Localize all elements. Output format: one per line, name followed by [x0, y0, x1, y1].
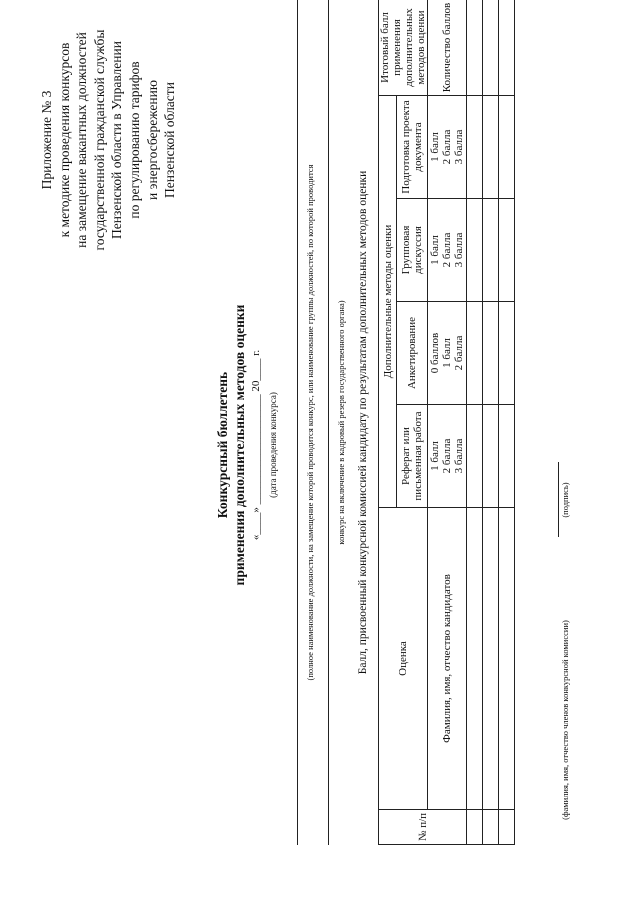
table-cell[interactable] — [483, 302, 499, 405]
score-option: 0 баллов — [429, 332, 441, 374]
table-cell[interactable] — [499, 810, 515, 845]
reserve-fill-line — [328, 0, 329, 845]
table-cell[interactable] — [483, 508, 499, 810]
score-option: 2 балла — [441, 129, 453, 165]
table-cell[interactable] — [499, 508, 515, 810]
score-option: 2 балла — [453, 335, 465, 371]
table-cell[interactable] — [467, 199, 483, 302]
score-option: 3 балла — [453, 438, 465, 474]
table-header-row — [379, 0, 397, 845]
table-row — [483, 0, 499, 845]
col-header-num: № п/п — [379, 810, 467, 845]
col-header-assessment: Оценка — [379, 508, 428, 810]
table-row — [499, 0, 515, 845]
position-caption: (полное наименование должности, на замещение которой проводится конкурс, или наименование группы должностей, по которой проводится — [305, 164, 315, 681]
appendix-line: на замещение вакантных должностей — [74, 32, 90, 248]
method-group-discussion: Групповая дискуссия — [397, 199, 428, 302]
appendix-line: и энергосбережению — [144, 80, 160, 200]
score-option: 1 балл — [441, 338, 453, 368]
competition-date-caption: (дата проведения конкурса) — [268, 392, 278, 498]
table-heading: Балл, присвоенный конкурсной комиссией кандидату по результатам дополнительных методов оценки — [357, 170, 369, 675]
essay-scale — [428, 405, 467, 508]
table-cell[interactable] — [467, 302, 483, 405]
table-row — [467, 0, 483, 845]
title-line-1: Конкурсный бюллетень — [215, 371, 230, 519]
score-option: 1 балл — [429, 235, 441, 265]
col-header-additional-methods: Дополнительные методы оценки — [379, 96, 397, 508]
questionnaire-scale — [428, 302, 467, 405]
appendix-line: Пензенской области — [162, 82, 178, 198]
table-cell[interactable] — [483, 0, 499, 96]
score-option: 1 балл — [429, 441, 441, 471]
table-cell[interactable] — [467, 810, 483, 845]
document-draft-scale — [428, 96, 467, 199]
appendix-line: Пензенской области в Управлении — [109, 41, 125, 239]
appendix-line: к методике проведения конкурсов — [56, 42, 72, 238]
table-cell[interactable] — [499, 199, 515, 302]
score-table — [378, 0, 515, 845]
table-cell[interactable] — [467, 508, 483, 810]
method-questionnaire: Анкетирование — [397, 302, 428, 405]
score-option: 2 балла — [441, 232, 453, 268]
score-option: 3 балла — [453, 129, 465, 165]
discussion-scale — [428, 199, 467, 302]
title-line-2: применения дополнительных методов оценки — [232, 304, 247, 586]
table-cell[interactable] — [483, 96, 499, 199]
scale-row — [428, 0, 467, 845]
appendix-line: государственной гражданской службы — [91, 29, 107, 251]
appendix-header — [38, 15, 179, 265]
score-option: 1 балл — [429, 132, 441, 162]
signature-caption: (подпись) — [560, 482, 570, 518]
signature-line — [558, 462, 559, 537]
table-cell[interactable] — [499, 302, 515, 405]
table-cell[interactable] — [483, 810, 499, 845]
appendix-line: Приложение № 3 — [39, 90, 54, 190]
method-document-draft: Подготовка проекта документа — [397, 96, 428, 199]
score-option: 3 балла — [453, 232, 465, 268]
document-title — [214, 125, 248, 765]
table-cell[interactable] — [499, 0, 515, 96]
table-cell[interactable] — [499, 96, 515, 199]
table-cell[interactable] — [499, 405, 515, 508]
position-fill-line — [297, 0, 298, 845]
table-cell[interactable] — [483, 199, 499, 302]
competition-date-field: «____» ____________________ 20____ г. — [250, 349, 262, 541]
table-cell[interactable] — [483, 405, 499, 508]
score-option: 2 балла — [441, 438, 453, 474]
table-cell[interactable] — [467, 405, 483, 508]
commission-members-caption: (фамилия, имя, отчество членов конкурсной комиссии) — [560, 620, 570, 820]
col-header-total: Итоговый балл применения дополнительных методов оценки — [379, 0, 428, 96]
col-header-fio: Фамилия, имя, отчество кандидатов — [428, 508, 467, 810]
table-cell[interactable] — [467, 96, 483, 199]
appendix-line: по регулированию тарифов — [126, 61, 142, 219]
table-cell[interactable] — [467, 0, 483, 96]
reserve-caption: конкурс на включение в кадровый резерв государственного органа) — [336, 300, 346, 545]
method-essay: Реферат или письменная работа — [397, 405, 428, 508]
col-header-total-count: Количество баллов — [428, 0, 467, 96]
